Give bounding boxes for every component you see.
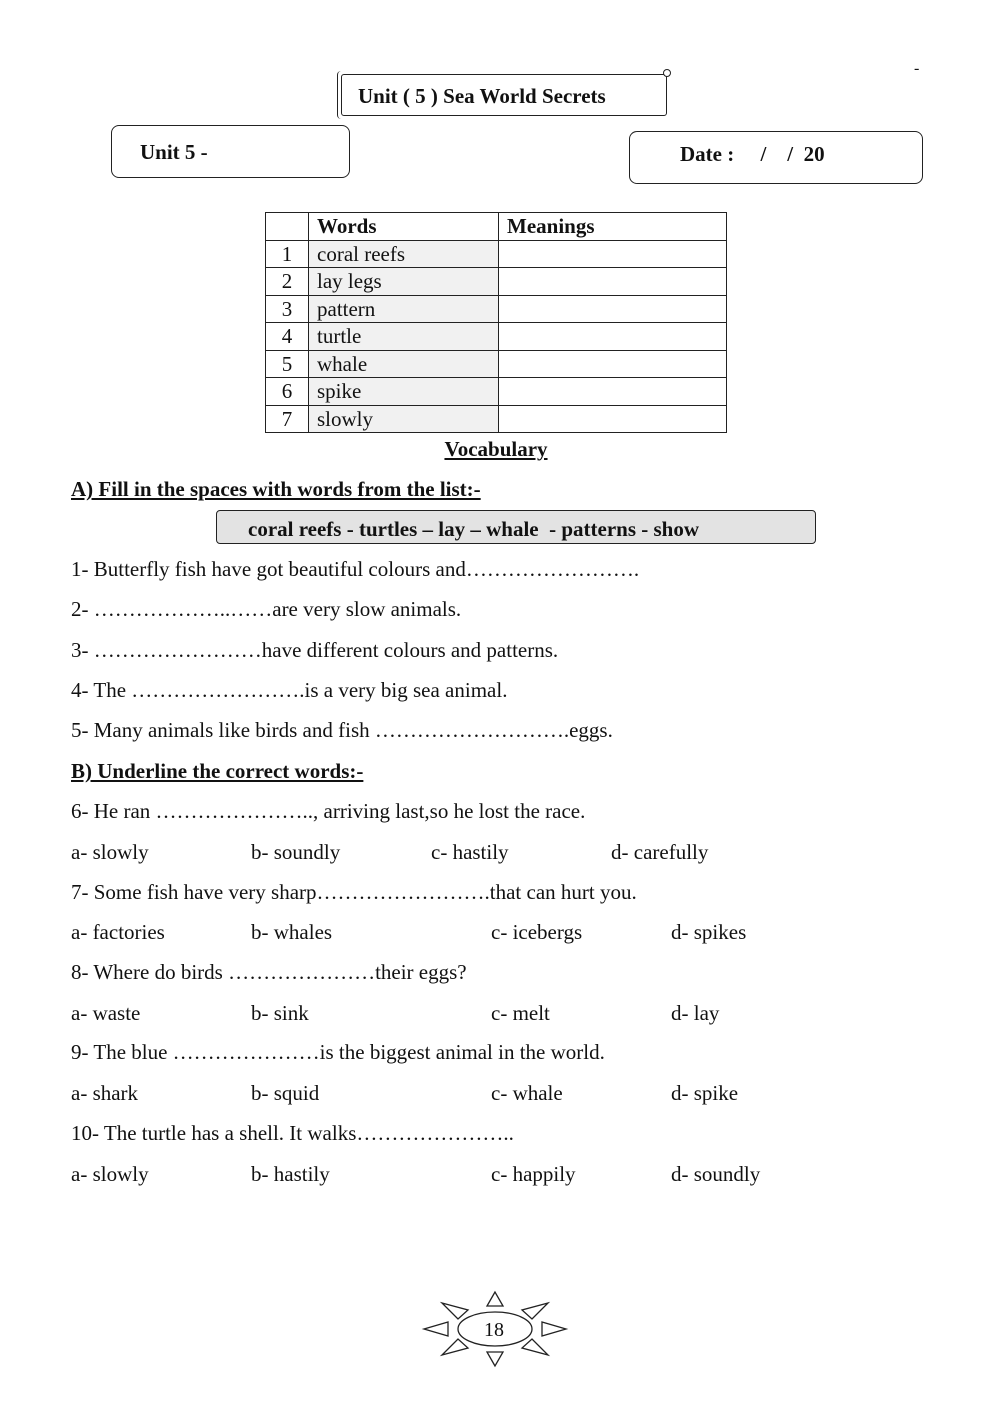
fill-item-5: 5- Many animals like birds and fish ……………………….eggs. (71, 718, 613, 742)
corner-mark: - (914, 60, 920, 77)
word-list-box: coral reefs - turtles – lay – whale - patterns - show (216, 510, 816, 544)
row-word: pattern (309, 295, 499, 323)
fill-item-1: 1- Butterfly fish have got beautiful colours and……………………. (71, 557, 640, 581)
option-10d[interactable]: d- soundly (671, 1162, 761, 1186)
option-9b[interactable]: b- squid (251, 1081, 320, 1105)
table-row (266, 323, 727, 351)
option-8d[interactable]: d- lay (671, 1001, 720, 1025)
row-word: slowly (309, 405, 499, 433)
row-meaning[interactable] (499, 240, 727, 268)
section-b-heading: B) Underline the correct words:- (71, 759, 364, 783)
row-number: 5 (266, 350, 309, 378)
row-number: 4 (266, 323, 309, 351)
option-9d[interactable]: d- spike (671, 1081, 739, 1105)
vocabulary-heading: Vocabulary (444, 437, 548, 461)
question-10: 10- The turtle has a shell. It walks………………….. (71, 1121, 514, 1145)
row-meaning[interactable] (499, 295, 727, 323)
table-row (266, 295, 727, 323)
option-9c[interactable]: c- whale (491, 1081, 563, 1105)
row-word: lay legs (309, 268, 499, 296)
option-7c[interactable]: c- icebergs (491, 920, 583, 944)
question-8: 8- Where do birds …………………their eggs? (71, 960, 467, 984)
fill-item-2: 2- ………………..……are very slow animals. (71, 597, 462, 621)
row-number: 7 (266, 405, 309, 433)
row-meaning[interactable] (499, 323, 727, 351)
option-6a[interactable]: a- slowly (71, 840, 149, 864)
row-meaning[interactable] (499, 405, 727, 433)
vocabulary-table (265, 212, 727, 433)
fill-item-4: 4- The …………………….is a very big sea animal. (71, 678, 508, 702)
option-6c[interactable]: c- hastily (431, 840, 509, 864)
row-number: 2 (266, 268, 309, 296)
option-10c[interactable]: c- happily (491, 1162, 576, 1186)
column-header-words: Words (309, 213, 499, 241)
row-number: 6 (266, 378, 309, 406)
unit-label-box: Unit 5 - (111, 125, 350, 178)
section-a-heading: A) Fill in the spaces with words from the list:- (71, 477, 481, 501)
row-meaning[interactable] (499, 350, 727, 378)
option-6d[interactable]: d- carefully (611, 840, 709, 864)
row-word: spike (309, 378, 499, 406)
table-row (266, 405, 727, 433)
table-header-row (266, 213, 727, 241)
row-number: 1 (266, 240, 309, 268)
row-meaning[interactable] (499, 268, 727, 296)
table-row (266, 378, 727, 406)
option-6b[interactable]: b- soundly (251, 840, 341, 864)
option-7a[interactable]: a- factories (71, 920, 165, 944)
fill-item-3: 3- ……………………have different colours and patterns. (71, 638, 559, 662)
row-number: 3 (266, 295, 309, 323)
unit-title-banner: Unit ( 5 ) Sea World Secrets (341, 74, 667, 116)
row-word: turtle (309, 323, 499, 351)
row-word: coral reefs (309, 240, 499, 268)
option-8c[interactable]: c- melt (491, 1001, 550, 1025)
option-10a[interactable]: a- slowly (71, 1162, 149, 1186)
question-6: 6- He ran ………………….., arriving last,so he lost the race. (71, 799, 586, 823)
option-9a[interactable]: a- shark (71, 1081, 139, 1105)
question-9: 9- The blue …………………is the biggest animal in the world. (71, 1040, 605, 1064)
option-7d[interactable]: d- spikes (671, 920, 747, 944)
option-10b[interactable]: b- hastily (251, 1162, 330, 1186)
table-row (266, 350, 727, 378)
table-row (266, 240, 727, 268)
option-7b[interactable]: b- whales (251, 920, 333, 944)
option-8a[interactable]: a- waste (71, 1001, 141, 1025)
date-box: Date : / / 20 (629, 131, 923, 184)
row-word: whale (309, 350, 499, 378)
question-7: 7- Some fish have very sharp…………………….that can hurt you. (71, 880, 637, 904)
column-header-number (266, 213, 309, 241)
table-row (266, 268, 727, 296)
page-number: 18 (484, 1319, 504, 1341)
row-meaning[interactable] (499, 378, 727, 406)
option-8b[interactable]: b- sink (251, 1001, 309, 1025)
column-header-meanings: Meanings (499, 213, 727, 241)
